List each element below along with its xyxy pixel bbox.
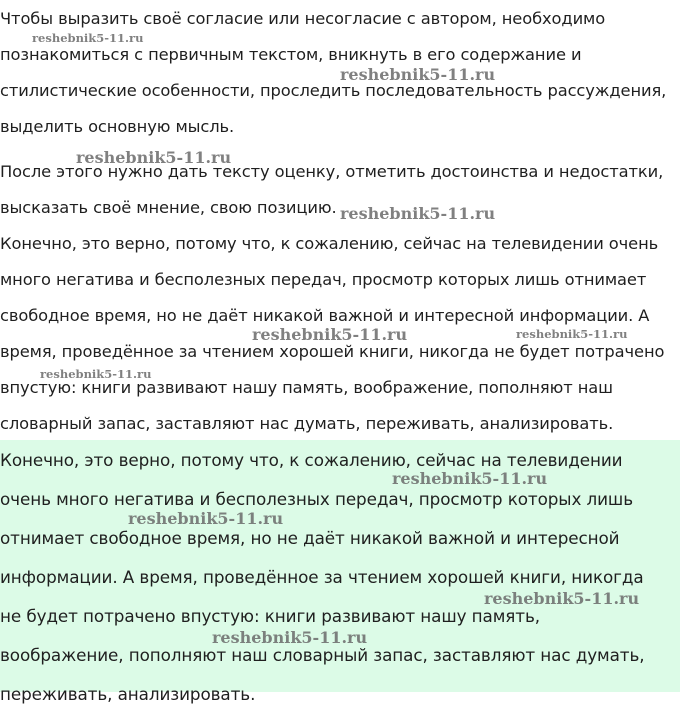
watermark: reshebnik5-11.ru: [340, 65, 496, 84]
text-line: выделить основную мысль.: [0, 117, 235, 136]
text-line: словарный запас, заставляют нас думать, переживать, анализировать.: [0, 414, 614, 433]
highlighted-paragraph: [0, 440, 680, 704]
text-line: высказать своё мнение, свою позицию.: [0, 198, 337, 217]
text-line: Конечно, это верно, потому что, к сожалению, сейчас на телевидении: [0, 450, 623, 470]
text-line: познакомиться с первичным текстом, вникнуть в его содержание и: [0, 45, 582, 64]
text-line: очень много негатива и бесполезных передач, просмотр которых лишь: [0, 489, 633, 509]
watermark: reshebnik5-11.ru: [76, 148, 232, 167]
watermark: reshebnik5-11.ru: [128, 509, 284, 528]
text-line: впустую: книги развивают нашу память, воображение, пополняют наш: [0, 378, 613, 397]
text-line: После этого нужно дать тексту оценку, отметить достоинства и недостатки,: [0, 162, 664, 181]
text-line: стилистические особенности, проследить последовательность рассуждения,: [0, 81, 667, 100]
text-line: не будет потрачено впустую: книги развивают нашу память,: [0, 606, 540, 626]
text-line: Конечно, это верно, потому что, к сожалению, сейчас на телевидении очень: [0, 234, 659, 253]
watermark: reshebnik5-11.ru: [516, 327, 628, 341]
text-line: свободное время, но не даёт никакой важной и интересной информации. А: [0, 306, 650, 325]
text-line: много негатива и бесполезных передач, просмотр которых лишь отнимает: [0, 270, 647, 289]
watermark: reshebnik5-11.ru: [484, 589, 640, 608]
watermark: reshebnik5-11.ru: [340, 204, 496, 223]
text-line: время, проведённое за чтением хорошей книги, никогда не будет потрачено: [0, 342, 665, 361]
watermark: reshebnik5-11.ru: [392, 469, 548, 488]
watermark: reshebnik5-11.ru: [212, 628, 368, 647]
watermark: reshebnik5-11.ru: [32, 31, 144, 45]
text-line: воображение, пополняют наш словарный запас, заставляют нас думать,: [0, 645, 645, 665]
watermark: reshebnik5-11.ru: [40, 367, 152, 381]
watermark: reshebnik5-11.ru: [252, 325, 408, 344]
text-line: информации. А время, проведённое за чтением хорошей книги, никогда: [0, 567, 644, 587]
text-line: отнимает свободное время, но не даёт никакой важной и интересной: [0, 528, 620, 548]
text-line: переживать, анализировать.: [0, 684, 256, 704]
text-line: Чтобы выразить своё согласие или несогласие с автором, необходимо: [0, 9, 606, 28]
